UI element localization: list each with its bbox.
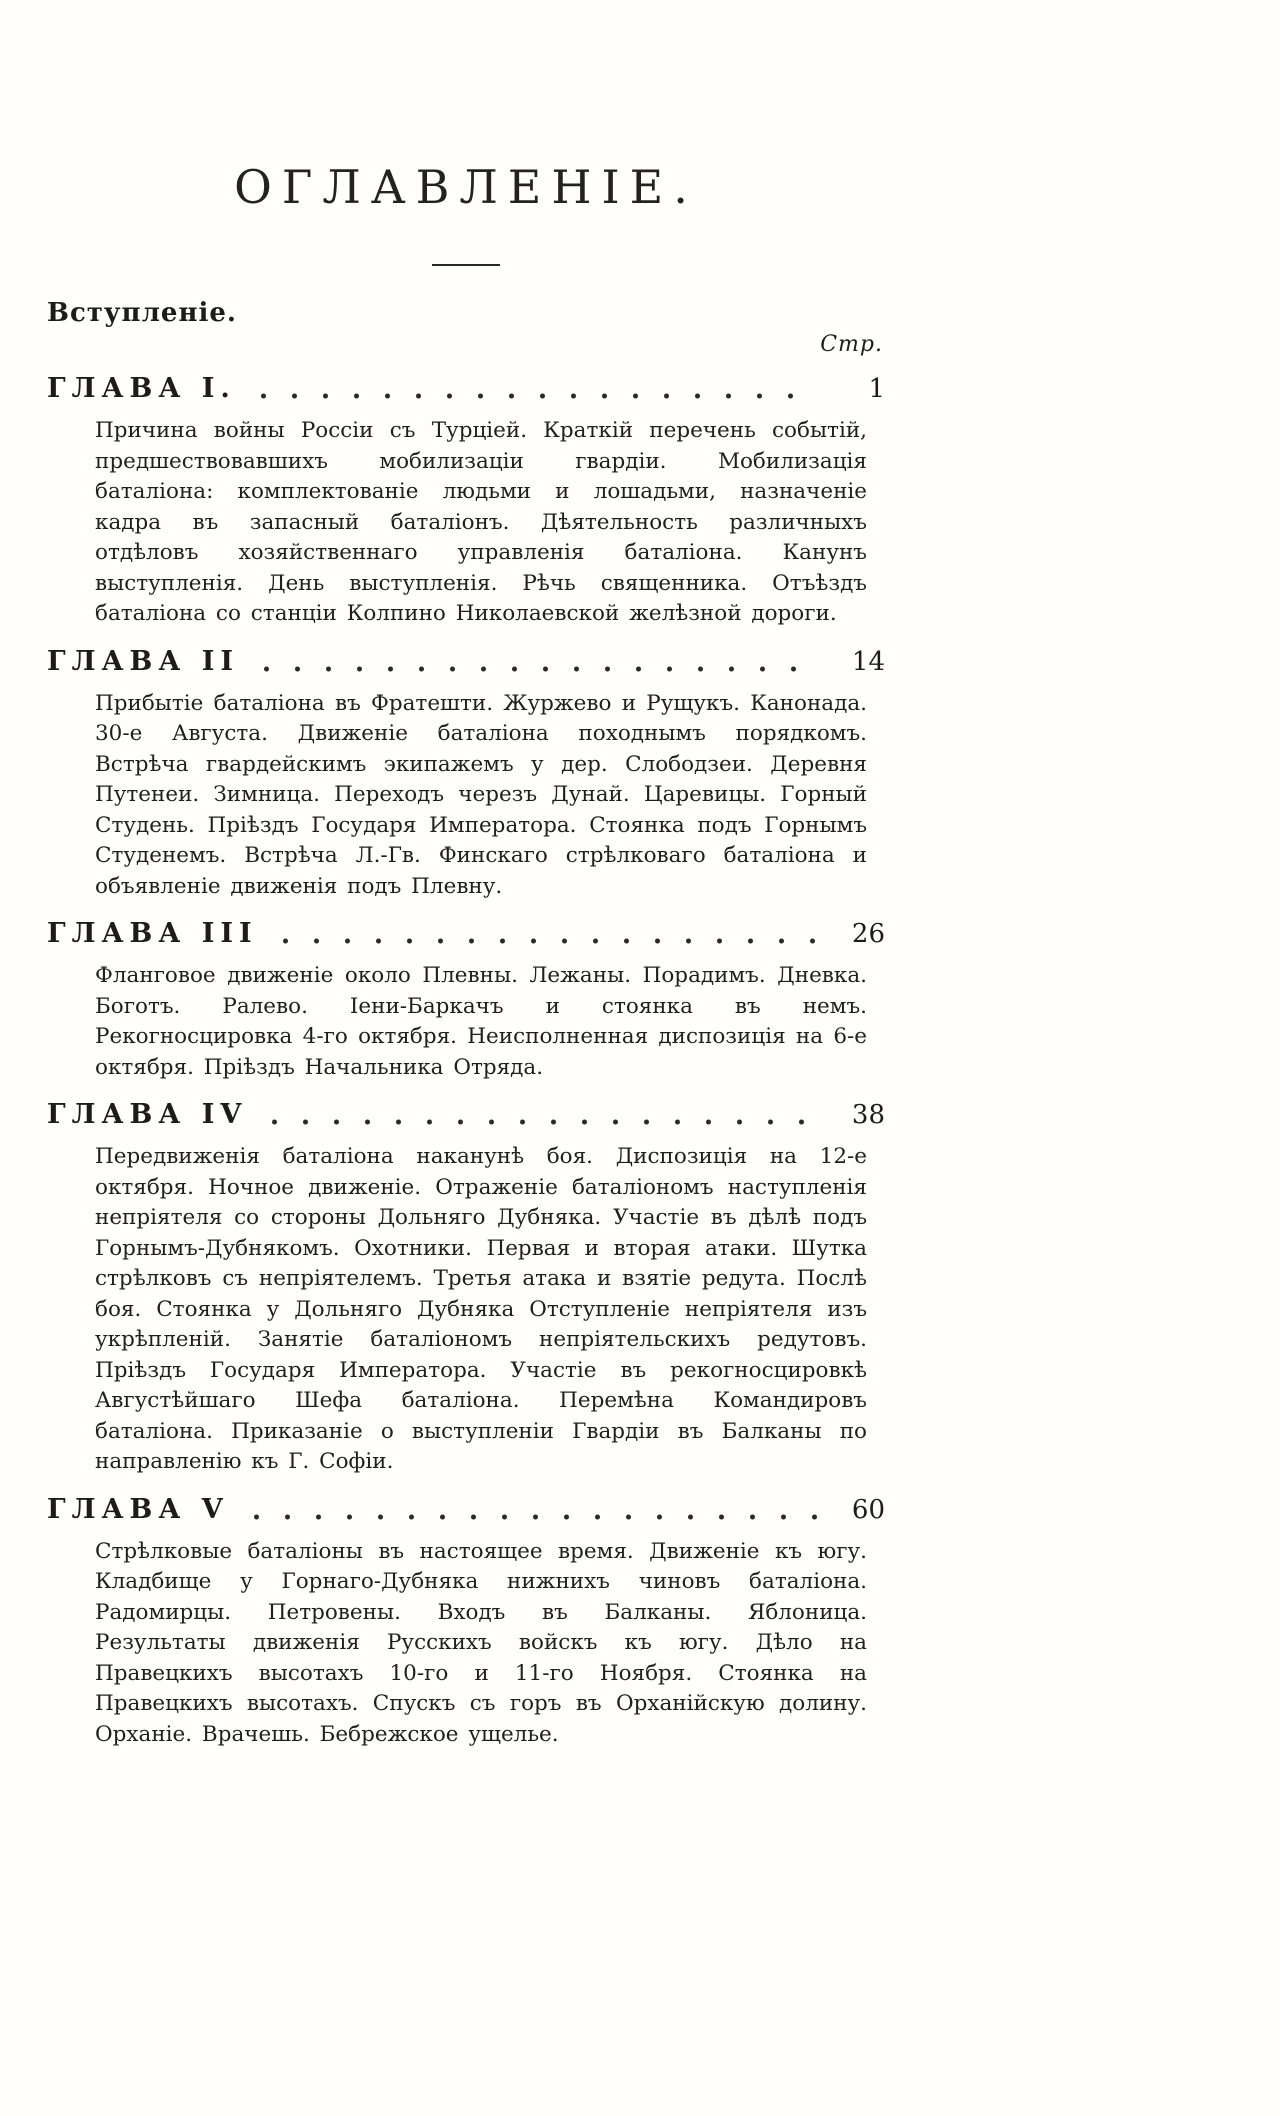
toc-entry-chapter-3	[47, 918, 885, 1083]
chapter-summary: Стрѣлковые баталіоны въ настоящее время. Движеніе къ югу. Кладбище у Горнаго-Дубняка нижнихъ чиновъ баталіона. Радомирцы. Петровены. Входъ въ Балканы. Яблоница. Результаты движенія Русскихъ войскъ къ югу. Дѣло на Правецкихъ высотахъ 10-го и 11-го Ноября. Стоянка на Правецкихъ высотахъ. Спускъ съ горъ въ Орханійскую долину. Орханіе. Врачешь. Бебрежское ущелье.	[95, 1538, 867, 1747]
chapter-heading	[47, 918, 885, 949]
chapter-heading	[47, 646, 885, 677]
toc-entry-chapter-2	[47, 646, 885, 903]
page-title: ОГЛАВЛЕНІЕ.	[234, 160, 698, 214]
chapter-summary: Причина войны Россіи съ Турціей. Краткій перечень событій, предшествовавшихъ мобилизаціи гвардіи. Мобилизація баталіона: комплектованіе людьми и лошадьми, назначеніе кадра въ запасный баталіонъ. Дѣятельность различныхъ отдѣловъ хозяйственнаго управленія баталіона. Канунъ выступленія. День выступленія. Рѣчь священника. Отъѣздъ баталіона со станціи Колпино Николаевской желѣзной дороги.	[95, 418, 867, 626]
chapter-page-number: 14	[851, 646, 885, 677]
chapter-summary: Прибытіе баталіона въ Фратешти. Журжево и Рущукъ. Канонада. 30-е Августа. Движеніе баталіона походнымъ порядкомъ. Встрѣча гвардейскимъ экипажемъ у дер. Слободзеи. Деревня Путенеи. Зимница. Переходъ черезъ Дунай. Царевицы. Горный Студень. Пріѣздъ Государя Императора. Стоянка подъ Горнымъ Студенемъ. Встрѣча Л.-Гв. Финскаго стрѣлковаго баталіона и объявленіе движенія подъ Плевну.	[95, 690, 867, 899]
page-column-label: Стр.	[820, 332, 883, 357]
chapter-label: ГЛАВА II	[47, 645, 239, 677]
chapter-heading	[47, 1099, 885, 1130]
chapter-summary: Фланговое движеніе около Плевны. Лежаны. Порадимъ. Дневка. Боготъ. Ралево. Іени-Баркачъ и стоянка въ немъ. Рекогносцировка 4-го октября. Неисполненная диспозиція на 6-е октября. Пріѣздъ Начальника Отряда.	[95, 963, 867, 1080]
chapter-page-number: 1	[868, 374, 885, 404]
dot-leader	[259, 1103, 819, 1130]
toc-entry-chapter-4	[47, 1099, 885, 1478]
dot-leader	[251, 650, 819, 677]
intro-label: Вступленіе.	[47, 298, 237, 328]
chapter-page-number: 60	[851, 1494, 885, 1525]
chapter-label: ГЛАВА IV	[47, 1099, 248, 1130]
chapter-heading	[47, 373, 885, 404]
dot-leader	[241, 1498, 819, 1525]
chapter-page-number: 26	[851, 919, 885, 949]
chapter-label: ГЛАВА I.	[47, 373, 236, 404]
toc-entry-chapter-5	[47, 1494, 885, 1751]
chapter-summary: Передвиженія баталіона наканунѣ боя. Диспозиція на 12-е октября. Ночное движеніе. Отраженіе баталіономъ наступленія непріятеля со стороны Дольняго Дубняка. Участіе въ дѣлѣ подъ Горнымъ-Дубнякомъ. Охотники. Первая и вторая атаки. Шутка стрѣлковъ съ непріятелемъ. Третья атака и взятіе редута. Послѣ боя. Стоянка у Дольняго Дубняка Отступленіе непріятеля изъ укрѣпленій. Занятіе баталіономъ непріятельскихъ редутовъ. Пріѣздъ Государя Императора. Участіе въ рекогносцировкѣ Августѣйшаго Шефа баталіона. Перемѣна Командировъ баталіона. Приказаніе о выступленіи Гвардіи въ Балканы по направленію къ Г. Софіи.	[95, 1144, 867, 1474]
title-divider	[432, 264, 500, 266]
chapter-label: ГЛАВА V	[47, 1493, 229, 1525]
chapter-label: ГЛАВА III	[47, 918, 258, 949]
chapter-page-number: 38	[851, 1100, 885, 1130]
toc-content	[47, 0, 885, 1750]
toc-entry-chapter-1	[47, 373, 885, 630]
dot-leader	[248, 377, 819, 404]
dot-leader	[270, 922, 819, 949]
chapter-heading	[47, 1494, 885, 1525]
